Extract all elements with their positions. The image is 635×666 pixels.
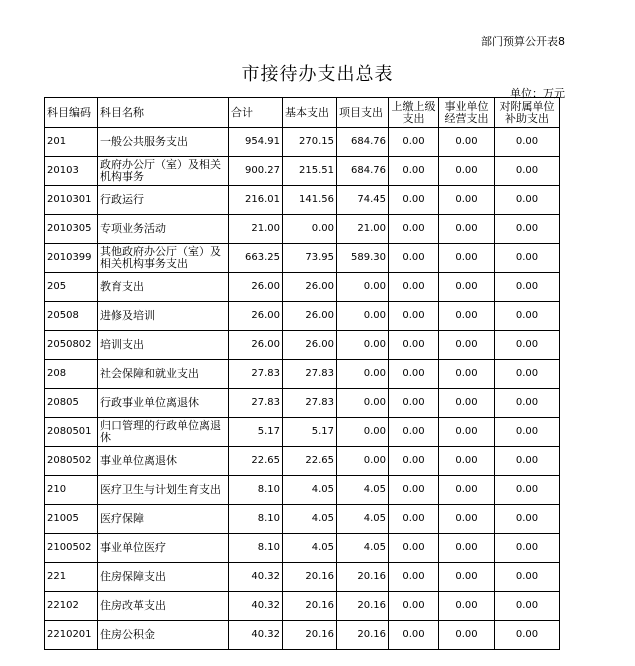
cell-code: 20103	[45, 157, 98, 186]
cell-project: 0.00	[337, 273, 389, 302]
cell-code: 2010301	[45, 186, 98, 215]
table-row	[45, 563, 560, 592]
cell-name: 医疗保障	[98, 505, 229, 534]
cell-operating: 0.00	[439, 157, 495, 186]
cell-operating: 0.00	[439, 389, 495, 418]
unit-label: 单位：万元	[510, 87, 565, 100]
cell-subsidy: 0.00	[495, 331, 560, 360]
table-row	[45, 273, 560, 302]
cell-name: 住房改革支出	[98, 592, 229, 621]
cell-operating: 0.00	[439, 244, 495, 273]
cell-subsidy: 0.00	[495, 128, 560, 157]
table-row	[45, 476, 560, 505]
cell-basic: 20.16	[283, 592, 337, 621]
table-row	[45, 331, 560, 360]
cell-remit: 0.00	[389, 244, 439, 273]
cell-basic: 20.16	[283, 621, 337, 650]
table-row	[45, 157, 560, 186]
cell-code: 20805	[45, 389, 98, 418]
cell-code: 208	[45, 360, 98, 389]
cell-project: 684.76	[337, 128, 389, 157]
table-body	[45, 128, 560, 650]
cell-code: 205	[45, 273, 98, 302]
cell-project: 20.16	[337, 563, 389, 592]
cell-subsidy: 0.00	[495, 360, 560, 389]
cell-basic: 73.95	[283, 244, 337, 273]
cell-code: 20508	[45, 302, 98, 331]
cell-basic: 141.56	[283, 186, 337, 215]
cell-subsidy: 0.00	[495, 592, 560, 621]
cell-code: 2210201	[45, 621, 98, 650]
cell-operating: 0.00	[439, 621, 495, 650]
cell-subsidy: 0.00	[495, 157, 560, 186]
form-code: 部门预算公开表8	[481, 35, 565, 48]
cell-total: 663.25	[229, 244, 283, 273]
table-row	[45, 389, 560, 418]
cell-basic: 4.05	[283, 505, 337, 534]
cell-basic: 26.00	[283, 331, 337, 360]
cell-project: 0.00	[337, 331, 389, 360]
cell-total: 900.27	[229, 157, 283, 186]
cell-operating: 0.00	[439, 592, 495, 621]
cell-total: 26.00	[229, 273, 283, 302]
cell-total: 40.32	[229, 621, 283, 650]
table-row	[45, 215, 560, 244]
cell-remit: 0.00	[389, 331, 439, 360]
cell-subsidy: 0.00	[495, 621, 560, 650]
cell-project: 4.05	[337, 505, 389, 534]
cell-code: 21005	[45, 505, 98, 534]
cell-subsidy: 0.00	[495, 418, 560, 447]
cell-remit: 0.00	[389, 592, 439, 621]
cell-code: 210	[45, 476, 98, 505]
cell-total: 26.00	[229, 302, 283, 331]
budget-table	[44, 97, 560, 650]
table-row	[45, 505, 560, 534]
cell-project: 684.76	[337, 157, 389, 186]
cell-remit: 0.00	[389, 215, 439, 244]
cell-basic: 270.15	[283, 128, 337, 157]
cell-operating: 0.00	[439, 563, 495, 592]
cell-basic: 20.16	[283, 563, 337, 592]
cell-basic: 26.00	[283, 302, 337, 331]
cell-project: 21.00	[337, 215, 389, 244]
cell-subsidy: 0.00	[495, 389, 560, 418]
table-row	[45, 244, 560, 273]
cell-project: 74.45	[337, 186, 389, 215]
cell-project: 20.16	[337, 592, 389, 621]
cell-code: 201	[45, 128, 98, 157]
table-row	[45, 128, 560, 157]
cell-remit: 0.00	[389, 534, 439, 563]
cell-code: 221	[45, 563, 98, 592]
cell-operating: 0.00	[439, 331, 495, 360]
table-row	[45, 447, 560, 476]
cell-project: 0.00	[337, 389, 389, 418]
cell-operating: 0.00	[439, 505, 495, 534]
table-row	[45, 302, 560, 331]
cell-remit: 0.00	[389, 128, 439, 157]
cell-remit: 0.00	[389, 302, 439, 331]
cell-total: 26.00	[229, 331, 283, 360]
cell-project: 4.05	[337, 476, 389, 505]
table-row	[45, 360, 560, 389]
cell-subsidy: 0.00	[495, 505, 560, 534]
page-title: 市接待办支出总表	[241, 64, 394, 85]
cell-total: 27.83	[229, 360, 283, 389]
table-row	[45, 186, 560, 215]
cell-subsidy: 0.00	[495, 215, 560, 244]
cell-code: 2100502	[45, 534, 98, 563]
table-row	[45, 418, 560, 447]
cell-remit: 0.00	[389, 157, 439, 186]
header-remit: 上缴上级支出	[389, 98, 439, 128]
header-name: 科目名称	[98, 98, 229, 128]
cell-total: 22.65	[229, 447, 283, 476]
cell-name: 教育支出	[98, 273, 229, 302]
cell-name: 归口管理的行政单位离退休	[98, 418, 229, 447]
cell-project: 4.05	[337, 534, 389, 563]
cell-subsidy: 0.00	[495, 563, 560, 592]
table-row	[45, 592, 560, 621]
table-row	[45, 621, 560, 650]
cell-project: 0.00	[337, 302, 389, 331]
cell-total: 27.83	[229, 389, 283, 418]
cell-operating: 0.00	[439, 273, 495, 302]
cell-subsidy: 0.00	[495, 447, 560, 476]
header-total: 合计	[229, 98, 283, 128]
cell-project: 589.30	[337, 244, 389, 273]
cell-remit: 0.00	[389, 476, 439, 505]
cell-operating: 0.00	[439, 418, 495, 447]
cell-project: 0.00	[337, 447, 389, 476]
cell-total: 8.10	[229, 534, 283, 563]
cell-remit: 0.00	[389, 273, 439, 302]
cell-operating: 0.00	[439, 360, 495, 389]
cell-code: 2010399	[45, 244, 98, 273]
cell-total: 954.91	[229, 128, 283, 157]
cell-name: 医疗卫生与计划生育支出	[98, 476, 229, 505]
cell-remit: 0.00	[389, 447, 439, 476]
cell-subsidy: 0.00	[495, 244, 560, 273]
cell-remit: 0.00	[389, 360, 439, 389]
cell-basic: 22.65	[283, 447, 337, 476]
cell-operating: 0.00	[439, 186, 495, 215]
cell-basic: 26.00	[283, 273, 337, 302]
cell-remit: 0.00	[389, 563, 439, 592]
cell-total: 216.01	[229, 186, 283, 215]
cell-basic: 4.05	[283, 476, 337, 505]
cell-total: 40.32	[229, 592, 283, 621]
table-row	[45, 534, 560, 563]
cell-remit: 0.00	[389, 418, 439, 447]
cell-subsidy: 0.00	[495, 534, 560, 563]
cell-name: 事业单位离退休	[98, 447, 229, 476]
cell-total: 5.17	[229, 418, 283, 447]
cell-subsidy: 0.00	[495, 186, 560, 215]
cell-code: 2080502	[45, 447, 98, 476]
cell-subsidy: 0.00	[495, 476, 560, 505]
header-code: 科目编码	[45, 98, 98, 128]
cell-remit: 0.00	[389, 186, 439, 215]
cell-basic: 0.00	[283, 215, 337, 244]
cell-name: 一般公共服务支出	[98, 128, 229, 157]
cell-operating: 0.00	[439, 302, 495, 331]
cell-basic: 5.17	[283, 418, 337, 447]
cell-name: 社会保障和就业支出	[98, 360, 229, 389]
cell-operating: 0.00	[439, 447, 495, 476]
cell-name: 政府办公厅（室）及相关机构事务	[98, 157, 229, 186]
cell-remit: 0.00	[389, 389, 439, 418]
cell-name: 住房保障支出	[98, 563, 229, 592]
header-basic: 基本支出	[283, 98, 337, 128]
cell-name: 行政运行	[98, 186, 229, 215]
cell-project: 0.00	[337, 360, 389, 389]
cell-name: 住房公积金	[98, 621, 229, 650]
cell-operating: 0.00	[439, 215, 495, 244]
cell-basic: 4.05	[283, 534, 337, 563]
cell-remit: 0.00	[389, 505, 439, 534]
header-operating: 事业单位经营支出	[439, 98, 495, 128]
cell-operating: 0.00	[439, 534, 495, 563]
cell-basic: 27.83	[283, 360, 337, 389]
cell-name: 行政事业单位离退休	[98, 389, 229, 418]
cell-code: 2080501	[45, 418, 98, 447]
cell-name: 专项业务活动	[98, 215, 229, 244]
cell-total: 8.10	[229, 476, 283, 505]
cell-name: 其他政府办公厅（室）及相关机构事务支出	[98, 244, 229, 273]
cell-basic: 215.51	[283, 157, 337, 186]
cell-total: 40.32	[229, 563, 283, 592]
cell-code: 22102	[45, 592, 98, 621]
cell-name: 事业单位医疗	[98, 534, 229, 563]
table-header	[45, 98, 560, 128]
cell-subsidy: 0.00	[495, 302, 560, 331]
header-subsidy: 对附属单位补助支出	[495, 98, 560, 128]
header-project: 项目支出	[337, 98, 389, 128]
cell-project: 20.16	[337, 621, 389, 650]
cell-project: 0.00	[337, 418, 389, 447]
cell-total: 21.00	[229, 215, 283, 244]
cell-subsidy: 0.00	[495, 273, 560, 302]
cell-code: 2010305	[45, 215, 98, 244]
cell-operating: 0.00	[439, 128, 495, 157]
cell-name: 进修及培训	[98, 302, 229, 331]
cell-basic: 27.83	[283, 389, 337, 418]
cell-operating: 0.00	[439, 476, 495, 505]
cell-remit: 0.00	[389, 621, 439, 650]
cell-name: 培训支出	[98, 331, 229, 360]
cell-code: 2050802	[45, 331, 98, 360]
cell-total: 8.10	[229, 505, 283, 534]
